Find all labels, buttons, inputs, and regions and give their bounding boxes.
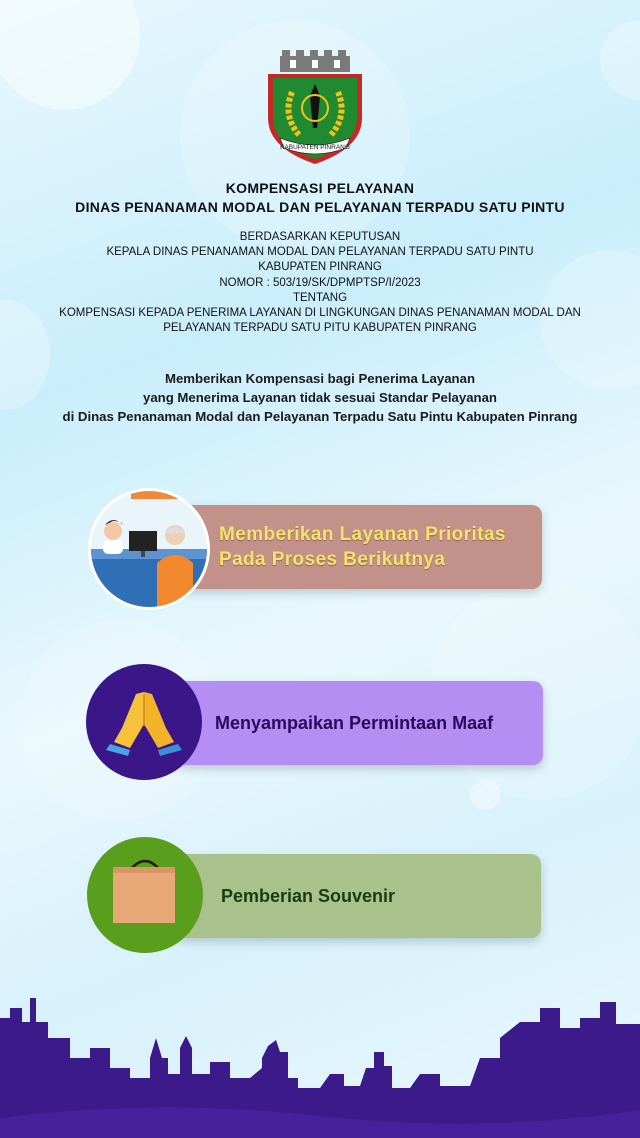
praying-hands-icon	[86, 664, 202, 780]
intro-line: yang Menerima Layanan tidak sesuai Standar Pelayanan	[142, 390, 497, 405]
city-skyline-silhouette	[0, 978, 640, 1138]
decree-line: PELAYANAN TERPADU SATU PITU KABUPATEN PINRANG	[163, 322, 477, 335]
intro-text	[0, 369, 640, 426]
compensation-label: Menyampaikan Permintaan Maaf	[215, 712, 494, 733]
shopping-bag-icon	[87, 837, 203, 953]
page-subtitle: DINAS PENANAMAN MODAL DAN PELAYANAN TERPADU SATU PINTU	[75, 199, 565, 215]
compensation-card-apology	[175, 681, 543, 765]
compensation-card-priority-service	[175, 505, 542, 589]
bokeh-light	[600, 20, 640, 100]
decree-line: KABUPATEN PINRANG	[258, 261, 382, 274]
decree-line: BERDASARKAN KEPUTUSAN	[239, 231, 401, 243]
intro-line: di Dinas Penanaman Modal dan Pelayanan Terpadu Satu Pintu Kabupaten Pinrang	[62, 409, 578, 424]
compensation-label: Memberikan Layanan Prioritas Pada Proses Berikutnya	[219, 524, 506, 570]
compensation-label: Pemberian Souvenir	[221, 885, 396, 906]
kabupaten-pinrang-emblem	[262, 48, 368, 166]
decree-line: TENTANG	[292, 291, 348, 304]
decree-line: KOMPENSASI KEPADA PENERIMA LAYANAN DI LINGKUNGAN DINAS PENANAMAN MODAL DAN	[59, 307, 581, 320]
intro-line: Memberikan Kompensasi bagi Penerima Layanan	[164, 371, 476, 386]
compensation-card-souvenir	[175, 854, 541, 938]
bokeh-light	[470, 780, 500, 810]
service-desk-icon	[88, 488, 210, 610]
decree-number: NOMOR : 503/19/SK/DPMPTSP/I/2023	[219, 276, 421, 289]
emblem-ribbon-text: KABUPATEN PINRANG	[280, 144, 350, 151]
bokeh-light	[0, 0, 140, 110]
decree-block	[0, 230, 640, 336]
decree-line: KEPALA DINAS PENANAMAN MODAL DAN PELAYANAN TERPADU SATU PINTU	[106, 246, 534, 259]
page-title: KOMPENSASI PELAYANAN	[225, 180, 415, 196]
